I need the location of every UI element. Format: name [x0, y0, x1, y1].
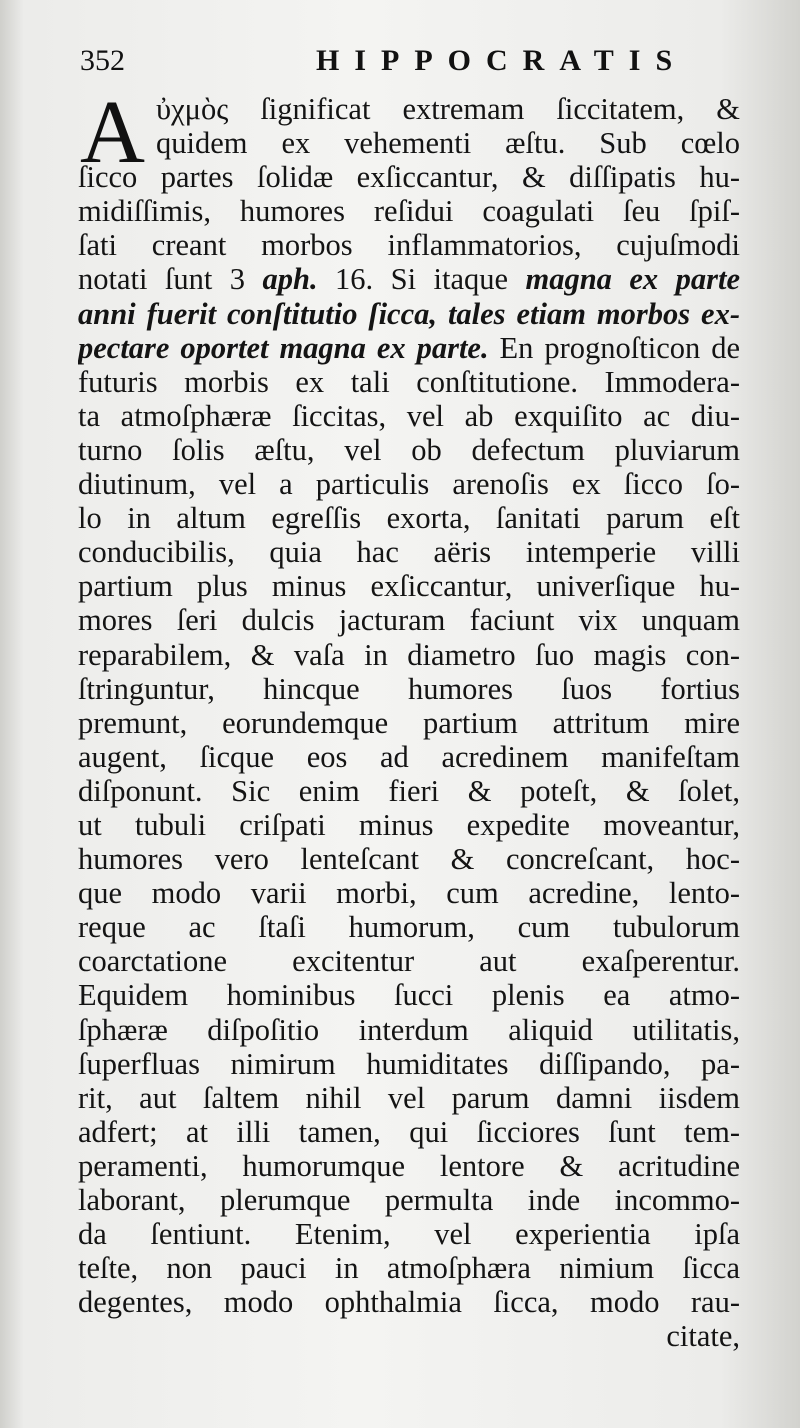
text-span: coarctatione excitentur aut exaſperentur. [78, 944, 740, 979]
text-span: da ſentiunt. Etenim, vel experientia ipſa [78, 1217, 740, 1252]
text-span: teſte, non pauci in atmoſphæra nimium ſicca [78, 1251, 740, 1286]
text-line [78, 910, 740, 944]
text-span: adfert; at illi tamen, qui ſicciores ſunt tem- [78, 1114, 740, 1149]
text-line [78, 92, 740, 126]
text-line [78, 1183, 740, 1217]
text-span: ὐχμὸς [156, 92, 229, 126]
text-line [78, 160, 740, 194]
text-line [78, 1285, 740, 1319]
text-span: mores ſeri dulcis jacturam faciunt vix unquam [78, 603, 740, 638]
text-line [78, 1013, 740, 1047]
text-line [78, 297, 740, 331]
text-span: ſignificat extremam ſiccitatem, & [228, 92, 740, 126]
text-line [78, 1319, 740, 1353]
text-span: 16. Si itaque [317, 262, 526, 297]
text-line [78, 978, 740, 1012]
text-line [78, 638, 740, 672]
text-line [78, 331, 740, 365]
text-span: premunt, eorundemque partium attritum mire [78, 705, 740, 740]
italic-span: aph. [262, 262, 318, 297]
text-span: partium plus minus exſiccantur, univerſique hu- [78, 569, 740, 604]
text-line [78, 672, 740, 706]
text-line [78, 467, 740, 501]
text-line [78, 740, 740, 774]
text-line [78, 399, 740, 433]
text-span: augent, ſicque eos ad acredinem manifeſtam [78, 739, 740, 774]
text-span: futuris morbis ex tali conſtitutione. Immodera- [78, 364, 740, 399]
text-line [78, 126, 740, 160]
text-line [78, 569, 740, 603]
text-span: midiſſimis, humores reſidui coagulati ſeu ſpiſ- [78, 194, 740, 229]
text-line [78, 228, 740, 262]
text-span: degentes, modo ophthalmia ſicca, modo rau- [78, 1285, 740, 1320]
page-header [80, 44, 740, 84]
page-number: 352 [80, 44, 125, 77]
text-span: ut tubuli criſpati minus expedite moveantur, [78, 807, 740, 842]
text-line [78, 842, 740, 876]
text-span: reque ac ſtaſi humorum, cum tubulorum [78, 910, 740, 945]
text-line [78, 1251, 740, 1285]
text-span: ſphæræ diſpoſitio interdum aliquid utilitatis, [78, 1012, 740, 1047]
text-span: En prognoſticon de [488, 330, 740, 365]
text-line [78, 603, 740, 637]
text-span: que modo varii morbi, cum acredine, lento- [78, 876, 740, 911]
text-span: ſati creant morbos inflammatorios, cujuſmodi [78, 228, 740, 263]
text-span: lo in altum egreſſis exorta, ſanitati parum eſt [78, 501, 740, 536]
running-head: HIPPOCRATIS [316, 44, 688, 77]
body-text [78, 92, 740, 1353]
text-line [78, 876, 740, 910]
text-line [78, 1217, 740, 1251]
text-span: ſtringuntur, hincque humores ſuos fortius [78, 671, 740, 706]
text-span: diutinum, vel a particulis arenoſis ex ſicco ſo- [78, 467, 740, 502]
text-line [78, 706, 740, 740]
text-span: humores vero lenteſcant & concreſcant, hoc- [78, 842, 740, 877]
text-line [78, 1081, 740, 1115]
text-span: conducibilis, quia hac aëris intemperie villi [78, 535, 740, 570]
text-span: turno ſolis æſtu, vel ob defectum pluviarum [78, 432, 740, 467]
italic-span: pectare oportet magna ex parte. [78, 330, 489, 365]
text-line [78, 262, 740, 296]
text-span: ſicco partes ſolidæ exſiccantur, & diſſipatis hu- [78, 160, 740, 195]
text-span: notati ſunt 3 [78, 262, 263, 297]
drop-cap: A [80, 83, 145, 182]
text-span: ta atmoſphæræ ſiccitas, vel ab exquiſito ac diu- [78, 398, 740, 433]
text-line [78, 365, 740, 399]
text-line [78, 194, 740, 228]
text-span: rit, aut ſaltem nihil vel parum damni iisdem [78, 1080, 740, 1115]
text-line [78, 433, 740, 467]
text-line [78, 1115, 740, 1149]
text-span: peramenti, humorumque lentore & acritudine [78, 1148, 740, 1183]
text-span: laborant, plerumque permulta inde incommo- [78, 1183, 740, 1217]
text-span: diſponunt. Sic enim fieri & poteſt, & ſolet, [78, 773, 740, 808]
text-span: ſuperfluas nimirum humiditates diſſipando, pa- [78, 1046, 740, 1081]
text-line [78, 808, 740, 842]
italic-span: magna ex parte [525, 262, 740, 297]
text-line [78, 501, 740, 535]
text-line [78, 944, 740, 978]
text-span: reparabilem, & vaſa in diametro ſuo magis con- [78, 637, 740, 672]
italic-span: anni fuerit conſtitutio ſicca, tales etiam morbos ex- [78, 296, 740, 331]
text-line [78, 1047, 740, 1081]
text-line [78, 774, 740, 808]
text-line [78, 1149, 740, 1183]
text-span: citate, [666, 1319, 740, 1354]
text-span: quidem ex vehementi æſtu. Sub cœlo [156, 126, 740, 161]
text-line [78, 535, 740, 569]
text-span: Equidem hominibus ſucci plenis ea atmo- [78, 978, 740, 1013]
